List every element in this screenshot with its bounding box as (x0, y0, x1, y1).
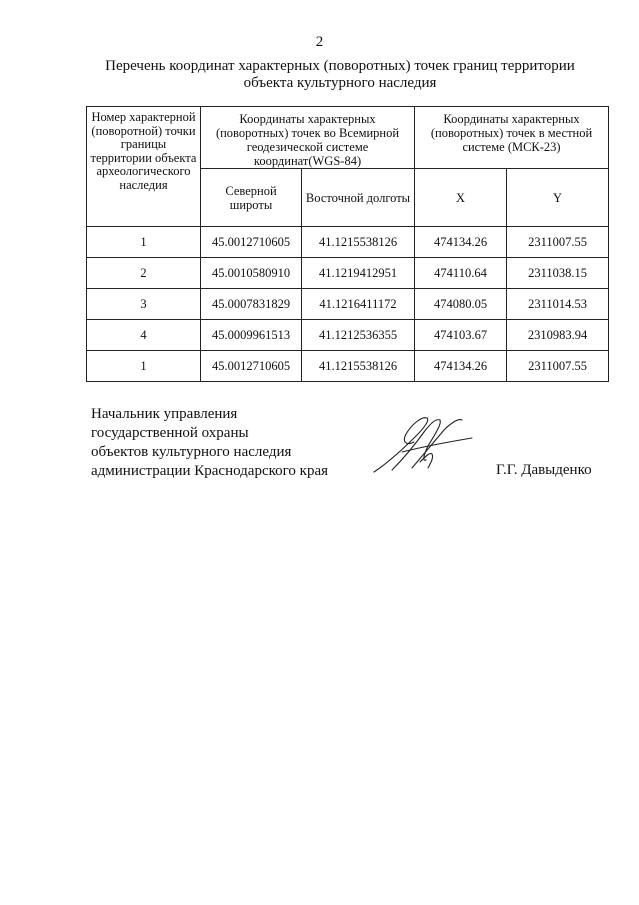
header-east-longitude: Восточной долготы (302, 169, 415, 227)
table-row (87, 227, 609, 258)
signatory-position-line-2: государственной охраны (91, 425, 249, 441)
cell-x: 474110.64 (415, 258, 507, 289)
signatory-name: Г.Г. Давыденко (496, 462, 592, 478)
document-title (60, 58, 620, 92)
cell-x: 474080.05 (415, 289, 507, 320)
signatory-position-line-4: администрации Краснодарского края (91, 463, 329, 479)
cell-point-number: 2 (87, 258, 201, 289)
cell-point-number: 1 (87, 227, 201, 258)
cell-point-number: 1 (87, 351, 201, 382)
cell-x: 474103.67 (415, 320, 507, 351)
header-x: X (415, 169, 507, 227)
header-y: Y (507, 169, 609, 227)
table-row (87, 258, 609, 289)
header-msk-coordinates: Координаты характерных (поворотных) точек в местной системе (МСК-23) (415, 107, 609, 169)
document-title-line-1: Перечень координат характерных (поворотных) точек границ территории (105, 58, 575, 74)
cell-longitude: 41.1212536355 (302, 320, 415, 351)
cell-longitude: 41.1215538126 (302, 227, 415, 258)
cell-latitude: 45.0012710605 (201, 227, 302, 258)
document-title-line-2: объекта культурного наследия (243, 75, 437, 91)
cell-x: 474134.26 (415, 351, 507, 382)
page-number: 2 (315, 34, 324, 50)
cell-y: 2311038.15 (507, 258, 609, 289)
cell-y: 2311007.55 (507, 351, 609, 382)
cell-y: 2311007.55 (507, 227, 609, 258)
cell-y: 2310983.94 (507, 320, 609, 351)
header-point-number: Номер характерной (поворотной) точки границы территории объекта археологического наследия (87, 107, 201, 227)
table-header-row (87, 107, 609, 169)
signatory-position-line-1: Начальник управления (91, 406, 238, 422)
signatory-position-line-3: объектов культурного наследия (91, 444, 292, 460)
cell-point-number: 3 (87, 289, 201, 320)
table-row (87, 289, 609, 320)
cell-longitude: 41.1216411172 (302, 289, 415, 320)
table-row (87, 351, 609, 382)
header-north-latitude: Северной широты (201, 169, 302, 227)
coordinates-table (86, 106, 609, 382)
table-row (87, 320, 609, 351)
cell-latitude: 45.0009961513 (201, 320, 302, 351)
cell-latitude: 45.0012710605 (201, 351, 302, 382)
cell-longitude: 41.1219412951 (302, 258, 415, 289)
cell-point-number: 4 (87, 320, 201, 351)
handwritten-signature (372, 412, 474, 476)
signatory-position (91, 405, 328, 481)
cell-longitude: 41.1215538126 (302, 351, 415, 382)
cell-y: 2311014.53 (507, 289, 609, 320)
header-wgs-coordinates: Координаты характерных (поворотных) точек во Всемирной геодезической системе координат(WGS-84) (201, 107, 415, 169)
cell-x: 474134.26 (415, 227, 507, 258)
cell-latitude: 45.0007831829 (201, 289, 302, 320)
cell-latitude: 45.0010580910 (201, 258, 302, 289)
